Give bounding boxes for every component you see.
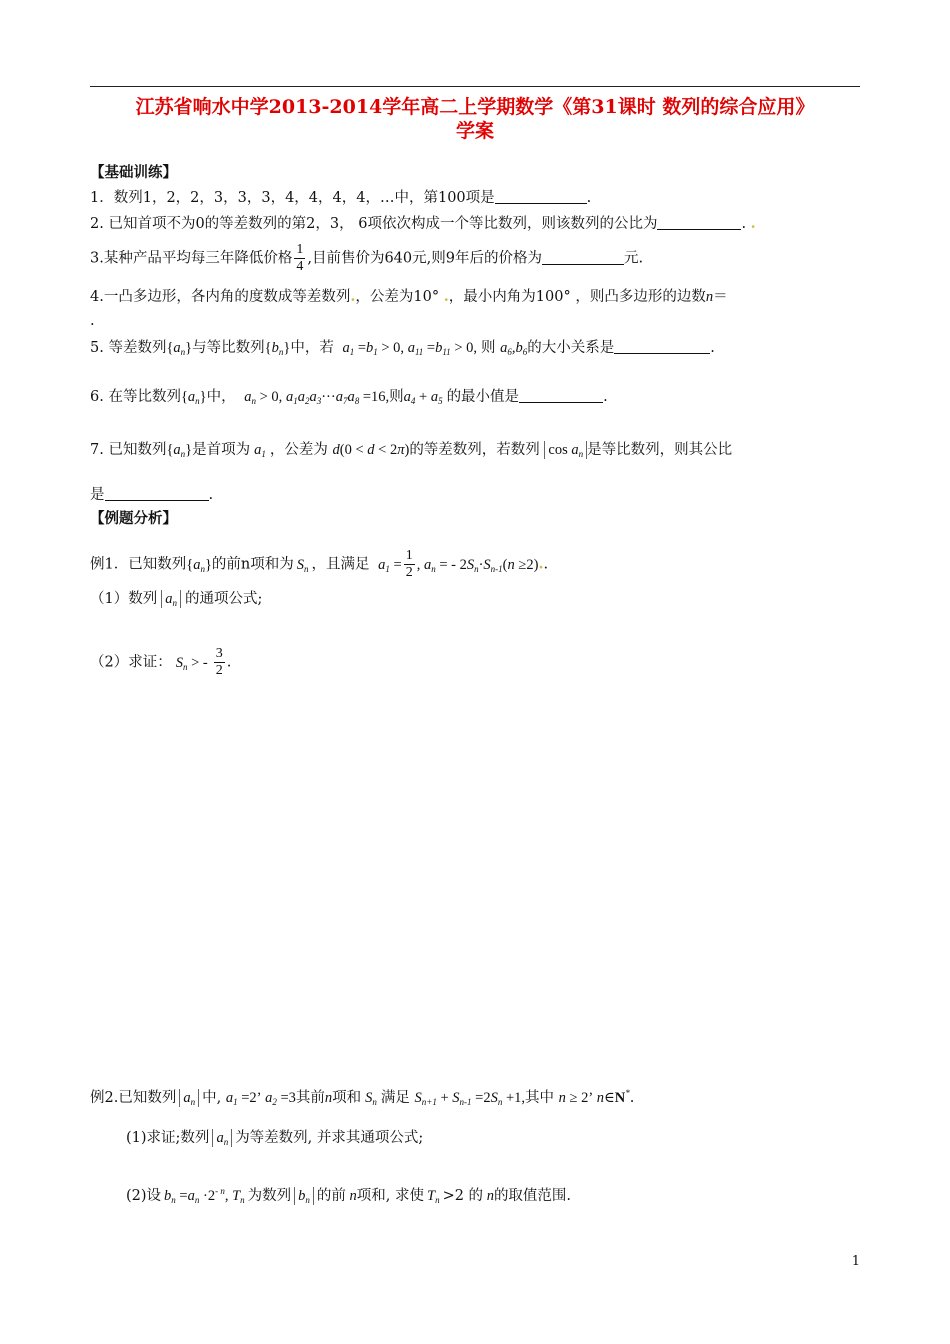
ex2-text: 例2.已知数列 bbox=[90, 1090, 177, 1106]
ex2-text-6: 其中 bbox=[525, 1090, 555, 1106]
q1-answer-blank bbox=[495, 189, 587, 204]
section-example-analysis: 【例题分析】 bbox=[90, 510, 177, 527]
q6-text: 6. 在等比数列 bbox=[90, 389, 181, 405]
ex1-p1-text: （1）数列 bbox=[90, 591, 158, 607]
ex1-text-2: 的前n项和为 bbox=[211, 556, 294, 573]
ex2-p2-n: n bbox=[345, 1188, 357, 1204]
ex1-p1-seq: $a_n$ bbox=[161, 590, 181, 608]
section-basic-training: 【基础训练】 bbox=[90, 164, 177, 181]
ex2-p1-text-2: 为等差数列, 并求其通项公式; bbox=[235, 1130, 424, 1146]
q4-text-3: ，最小内角为100° ，则凸多边形的边数 bbox=[448, 289, 706, 305]
q7-text-2: 是首项为 bbox=[192, 442, 251, 458]
q1-text: 1．数列1，2，2，3，3，3，4，4，4，4，…中，第100项是 bbox=[90, 190, 495, 206]
ex2-p2-text-2: 为数列 bbox=[247, 1188, 292, 1204]
q6-end: . bbox=[603, 389, 608, 405]
example-1-part-1 bbox=[90, 589, 262, 609]
question-3 bbox=[90, 242, 643, 275]
q5-seq-a: $\{a_n\}$ bbox=[166, 340, 193, 357]
ex1-p2-fraction bbox=[214, 646, 225, 679]
q7-text-3: ，公差为 bbox=[269, 442, 328, 458]
ex2-bn-def: $b_n =a_n \cdot 2^{- n}$, $T_n$ bbox=[164, 1186, 245, 1205]
ex2-p2-n2: n bbox=[483, 1188, 494, 1204]
ex2-seq-a: $a_n$ bbox=[179, 1089, 199, 1107]
header-rule bbox=[90, 86, 860, 87]
ex2-p2-text-6: 的取值范围. bbox=[493, 1188, 572, 1204]
ex2-text-5: 满足 bbox=[380, 1090, 410, 1106]
q7-end: . bbox=[208, 487, 214, 503]
ex1-sn: $S_n$ bbox=[296, 556, 309, 574]
q6-text-3: 的最小值是 bbox=[446, 389, 520, 405]
q5-text-4: 则 bbox=[481, 340, 496, 356]
ex2-p2-text-3: 的前 bbox=[316, 1188, 346, 1204]
q5-answer-blank bbox=[614, 339, 710, 354]
ex1-p2-frac-num: 3 bbox=[215, 646, 223, 661]
ex1-p2-end: . bbox=[226, 654, 232, 671]
q7-text: 7. 已知数列 bbox=[90, 442, 167, 458]
q4-text-2: ，公差为10° bbox=[355, 289, 440, 305]
ex1-end: . bbox=[543, 556, 549, 573]
ex1-text: 例1．已知数列 bbox=[90, 556, 187, 573]
question-1 bbox=[90, 188, 591, 208]
q2-end: . bbox=[741, 216, 747, 232]
q5-seq-b: $\{b_n\}$ bbox=[264, 340, 291, 357]
q7-text-4: 的等差数列，若数列 bbox=[409, 442, 540, 458]
ex1-frac-den: 2 bbox=[405, 565, 413, 580]
ex2-var-n: n bbox=[324, 1090, 333, 1106]
question-7 bbox=[90, 440, 732, 464]
ex1-seq-a: $\{a_n\}$ bbox=[186, 556, 212, 574]
q3-end: 元. bbox=[623, 250, 644, 267]
q5-condition: $a_1 =b_1 > 0$, $a_{11} =b_{11} > 0$, bbox=[342, 340, 477, 357]
q4-eq: ＝ bbox=[713, 289, 728, 305]
ex2-recurrence: $S_{n+1} + S_{n-1} =2S_n +1$, bbox=[414, 1090, 526, 1107]
ex2-domain: n ≥ 2’ n∈N* bbox=[558, 1088, 630, 1106]
q3-text: 3.某种产品平均每三年降低价格 bbox=[90, 250, 293, 267]
ex1-condition: $a_1$ = bbox=[378, 556, 402, 574]
q2-text: 2. 已知首项不为0的等差数列的第2，3， 6项依次构成一个等比数列，则该数列的公比为 bbox=[90, 216, 658, 232]
q3-frac-num: 1 bbox=[296, 242, 304, 257]
ex1-p2-text: （2）求证： bbox=[90, 654, 172, 671]
ex2-text-4: 项和 bbox=[332, 1090, 362, 1106]
q7-a1: $a_1$ bbox=[254, 442, 266, 459]
q4-var-n: n bbox=[705, 289, 714, 305]
q5-text-3: 中，若 bbox=[290, 340, 334, 356]
ex2-p2-text-4: 项和, 求使 bbox=[356, 1188, 424, 1204]
q7-answer-blank bbox=[105, 486, 209, 501]
example-2-part-2 bbox=[126, 1181, 571, 1210]
ex2-sn: $S_n$ bbox=[365, 1090, 377, 1107]
document-title bbox=[80, 95, 870, 143]
q7-seq-a: $\{a_n\}$ bbox=[166, 442, 193, 459]
ex2-initial: $a_1 =2$’ $a_2 =3$ bbox=[225, 1090, 296, 1107]
q3-fraction bbox=[294, 242, 305, 275]
ex2-p1-text: (1)求证;数列 bbox=[126, 1130, 210, 1146]
question-2 bbox=[90, 214, 756, 234]
q7-text-6: 是 bbox=[90, 487, 105, 503]
question-7-cont bbox=[90, 485, 213, 505]
ex2-p2-seq-b: $b_n$ bbox=[294, 1187, 314, 1205]
q7-cos-seq: $\cos a_n$ bbox=[544, 441, 587, 459]
question-5 bbox=[90, 338, 715, 362]
ex2-text-2: 中, bbox=[202, 1090, 222, 1106]
q2-mark: . bbox=[750, 215, 756, 232]
q5-text-5: 的大小关系是 bbox=[527, 340, 615, 356]
ex1-fraction bbox=[404, 548, 415, 581]
q1-end: . bbox=[586, 190, 592, 206]
ex1-p2-sn: $S_n$ > - bbox=[175, 654, 208, 672]
question-6 bbox=[90, 387, 608, 411]
ex1-condition-2: , $a_n$ = - $2S_n\cdot S_{n-1}(n \ge 2)$ bbox=[416, 556, 539, 574]
ex2-p2-text-5: >2 的 bbox=[442, 1188, 484, 1204]
q5-terms: $a_6,b_6$ bbox=[500, 340, 528, 357]
q7-text-5: 是等比数列，则其公比 bbox=[587, 442, 733, 458]
page-number: 1 bbox=[851, 1254, 860, 1269]
q7-d-range: d(0 < d < 2π) bbox=[332, 442, 410, 458]
question-4: 4.一凸多边形，各内角的度数成等差数列.，公差为10° .，最小内角为100° ，则凸多边形的边数n＝ bbox=[90, 288, 728, 305]
q2-answer-blank bbox=[657, 215, 741, 230]
q6-condition: $a_n > 0$, $a_1a_2a_3\cdot\cdot\cdot a_7a_8 =16$,则$a_4 + a_5$ bbox=[244, 389, 443, 406]
title-line-1: 江苏省响水中学2013-2014学年高二上学期数学《第31课时 数列的综合应用》 bbox=[135, 96, 815, 118]
q5-text: 5. 等差数列 bbox=[90, 340, 167, 356]
example-2: 例2.已知数列 $a_n$ 中, $a_1 =2$’ $a_2 =3$其前n项和 $S_n$ 满足 $S_{n+1} + S_{n-1} =2S_n +1$,其中 n ≥ 2’ n∈N*. bbox=[90, 1088, 635, 1107]
q6-answer-blank bbox=[519, 388, 603, 403]
q4-end: . bbox=[90, 313, 95, 329]
q3-answer-blank bbox=[542, 250, 624, 265]
example-1: 例1．已知数列$\{a_n\}$的前n项和为 $S_n$ ，且满足 $a_1$ = $\frac{1}{2}$ , $a_n$ = - $2S_n\cdot S_{n-1}(n \ge 2)$.. bbox=[90, 548, 549, 580]
ex1-p1-text-2: 的通项公式; bbox=[184, 591, 263, 607]
ex2-p2-text: (2)设 bbox=[126, 1188, 162, 1204]
example-1-part-2 bbox=[90, 646, 231, 679]
q4-text: 4.一凸多边形，各内角的度数成等差数列 bbox=[90, 289, 351, 305]
ex2-p2-tn: $T_n$ bbox=[427, 1188, 440, 1205]
q3-frac-den: 4 bbox=[296, 259, 304, 274]
example-2-part-1 bbox=[126, 1128, 423, 1148]
ex1-p2-frac-den: 2 bbox=[215, 663, 223, 678]
q3-text-2: ,目前售价为640元,则9年后的价格为 bbox=[307, 250, 542, 267]
ex2-text-3: 其前 bbox=[295, 1090, 325, 1106]
ex1-text-3: ，且满足 bbox=[311, 556, 370, 573]
ex2-p1-seq: $a_n$ bbox=[212, 1129, 232, 1147]
q5-text-2: 与等比数列 bbox=[192, 340, 265, 356]
title-line-2: 学案 bbox=[455, 120, 494, 142]
q5-end: . bbox=[710, 340, 715, 356]
q6-seq-a: $\{a_n\}$ bbox=[180, 389, 207, 406]
q6-text-2: 中， bbox=[206, 389, 236, 405]
ex1-frac-num: 1 bbox=[405, 548, 413, 563]
